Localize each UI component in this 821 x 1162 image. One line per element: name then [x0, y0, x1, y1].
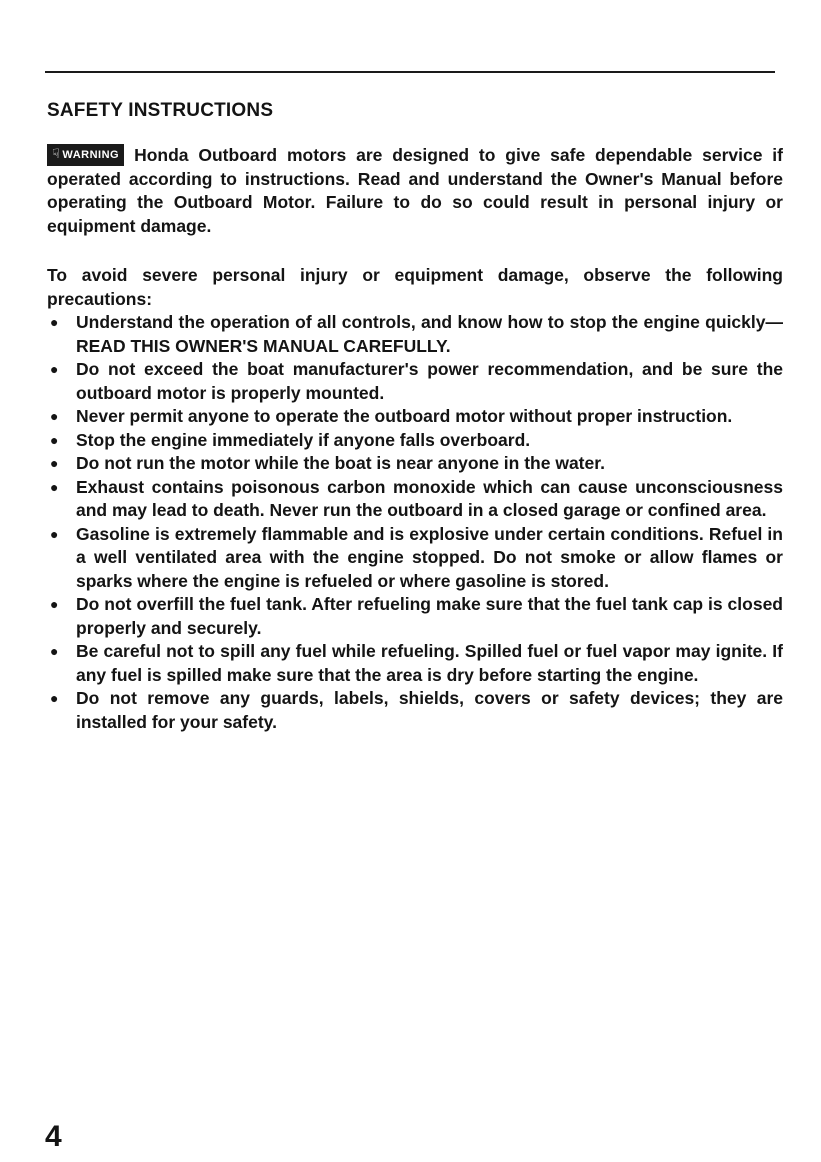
safety-content: [47, 144, 783, 734]
list-item: [47, 311, 783, 358]
precaution-text: Exhaust contains poisonous carbon monoxide which can cause unconsciousness and may lead to death. Never run the outboard in a closed garage or confined area.: [76, 476, 783, 520]
list-item: [47, 593, 783, 640]
precaution-text: Be careful not to spill any fuel while refueling. Spilled fuel or fuel vapor may ignite. If any fuel is spilled make sure that the area is dry before starting the engine.: [76, 641, 783, 685]
warning-badge: [47, 144, 124, 166]
warning-badge-label: WARNING: [62, 149, 120, 161]
bullet-icon: ●: [50, 455, 59, 471]
bullet-icon: ●: [50, 690, 59, 706]
precaution-text: Stop the engine immediately if anyone falls overboard.: [76, 429, 531, 450]
list-item: [47, 452, 783, 476]
precaution-text: Do not remove any guards, labels, shields, covers or safety devices; they are installed for your safety.: [76, 688, 783, 732]
list-item: [47, 429, 783, 453]
list-item: [47, 640, 783, 687]
warning-paragraph: [47, 144, 783, 238]
precaution-text: Understand the operation of all controls, and know how to stop the engine quickly—READ THIS OWNER'S MANUAL CAREFULLY.: [76, 312, 783, 356]
bullet-icon: ●: [50, 478, 59, 495]
precaution-text: Gasoline is extremely flammable and is explosive under certain conditions. Refuel in a well ventilated area with the engine stopped. Do not smoke or allow flames or sparks where the engine is refueled or where gasoline is stored.: [76, 523, 783, 591]
precautions-list: [47, 311, 783, 734]
bullet-icon: ●: [50, 361, 59, 377]
list-item: [47, 476, 783, 523]
page-title: SAFETY INSTRUCTIONS: [47, 100, 274, 121]
list-item: [47, 687, 783, 734]
precaution-text: Never permit anyone to operate the outboard motor without proper instruction.: [76, 406, 733, 426]
list-item: [47, 358, 783, 405]
page-number: 4: [45, 1120, 62, 1153]
bullet-icon: ●: [50, 596, 59, 612]
list-item: [47, 405, 783, 429]
intro-paragraph: To avoid severe personal injury or equipment damage, observe the following precautions:: [47, 265, 783, 309]
precaution-text: Do not exceed the boat manufacturer's power recommendation, and be sure the outboard motor is properly mounted.: [76, 359, 783, 403]
warning-text: Honda Outboard motors are designed to give safe dependable service if operated according to instructions. Read and understand the Owner's Manual before operating the Outboard Motor. Failure to do so could result in personal injury or equipment damage.: [47, 145, 783, 236]
bullet-icon: ●: [50, 643, 59, 659]
list-item: [47, 523, 783, 594]
bullet-icon: ●: [50, 525, 59, 542]
precaution-text: Do not overfill the fuel tank. After refueling make sure that the fuel tank cap is closed properly and securely.: [76, 594, 783, 638]
precaution-text: Do not run the motor while the boat is near anyone in the water.: [76, 453, 605, 473]
top-divider: [45, 71, 775, 73]
warning-hand-icon: ☟: [52, 146, 61, 161]
bullet-icon: ●: [50, 314, 59, 330]
bullet-icon: ●: [50, 408, 59, 424]
bullet-icon: ●: [50, 431, 59, 448]
